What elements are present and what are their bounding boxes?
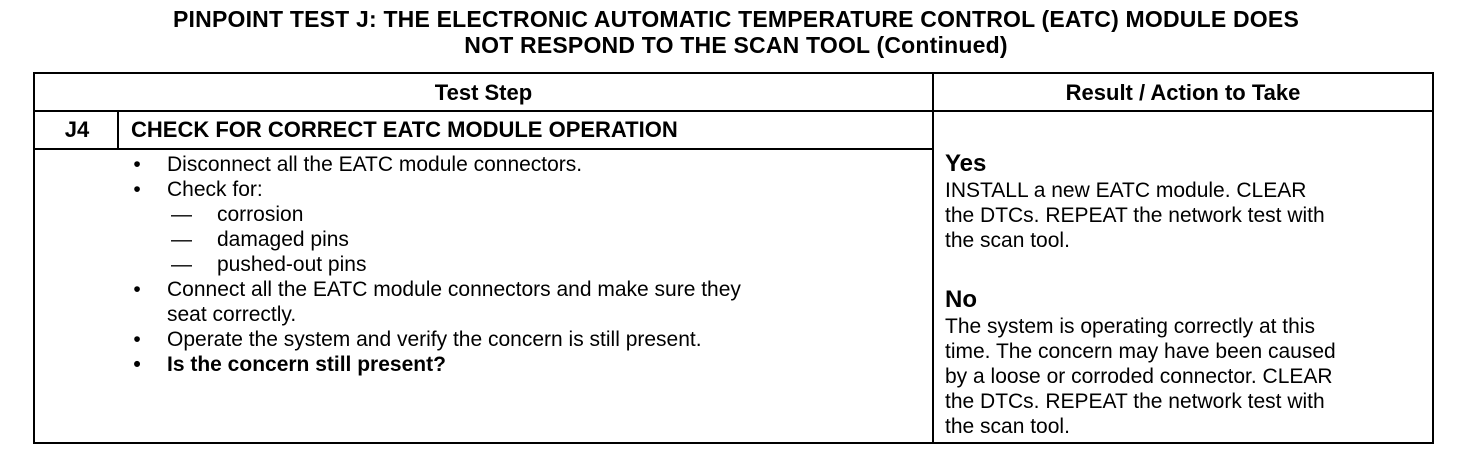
list-item [127,177,927,202]
sub-list-item [127,227,927,252]
step-name: CHECK FOR CORRECT EATC MODULE OPERATION [131,117,678,142]
dash-icon: — [171,253,192,276]
list-item-question [127,352,927,377]
list-item-text: Check for: [167,178,263,201]
result-no-line: by a loose or corroded connector. CLEAR [945,365,1333,388]
result-yes [945,150,1425,253]
sub-list-item-text: damaged pins [217,228,349,251]
step-number: J4 [64,117,90,142]
list-item [127,327,927,352]
result-no [945,286,1425,439]
step-instructions [127,152,927,377]
list-item-text: seat correctly. [167,303,297,326]
title-line-1: PINPOINT TEST J: THE ELECTRONIC AUTOMATIC TEMPERATURE CONTROL (EATC) MODULE DOES [173,6,1299,32]
result-yes-line: INSTALL a new EATC module. CLEAR [945,179,1307,202]
dash-icon: — [171,228,192,251]
result-yes-line: the DTCs. REPEAT the network test with [945,204,1325,227]
sub-list-item [127,252,927,277]
list-item [127,152,927,177]
page-title [0,6,1472,58]
result-no-line: the scan tool. [945,415,1070,438]
result-no-line: The system is operating correctly at this [945,315,1315,338]
list-item-text: Is the concern still present? [167,353,446,376]
header-result-action: Result / Action to Take [1065,80,1301,105]
result-yes-line: the scan tool. [945,229,1070,252]
list-item-text: Disconnect all the EATC module connectors. [167,153,583,176]
sub-list-item-text: pushed-out pins [217,253,367,276]
result-yes-label: Yes [945,150,987,177]
dash-icon: — [171,203,192,226]
pinpoint-test-table [33,72,1434,444]
step-title-divider [35,148,932,150]
result-no-line: time. The concern may have been caused [945,340,1336,363]
list-item-text: Operate the system and verify the concern is still present. [167,328,702,351]
header-test-step: Test Step [434,80,533,105]
result-no-label: No [945,286,977,313]
sub-list-item [127,202,927,227]
title-line-2: NOT RESPOND TO THE SCAN TOOL (Continued) [464,32,1008,58]
list-item [127,277,927,302]
bullet-icon: • [133,178,141,201]
sub-list-item-text: corrosion [217,203,304,226]
list-item-continuation [127,302,927,327]
bullet-icon: • [133,153,141,176]
bullet-icon: • [133,353,141,376]
column-divider [932,74,934,442]
result-no-line: the DTCs. REPEAT the network test with [945,390,1325,413]
list-item-text: Connect all the EATC module connectors and make sure they [167,278,741,301]
bullet-icon: • [133,278,141,301]
bullet-icon: • [133,328,141,351]
